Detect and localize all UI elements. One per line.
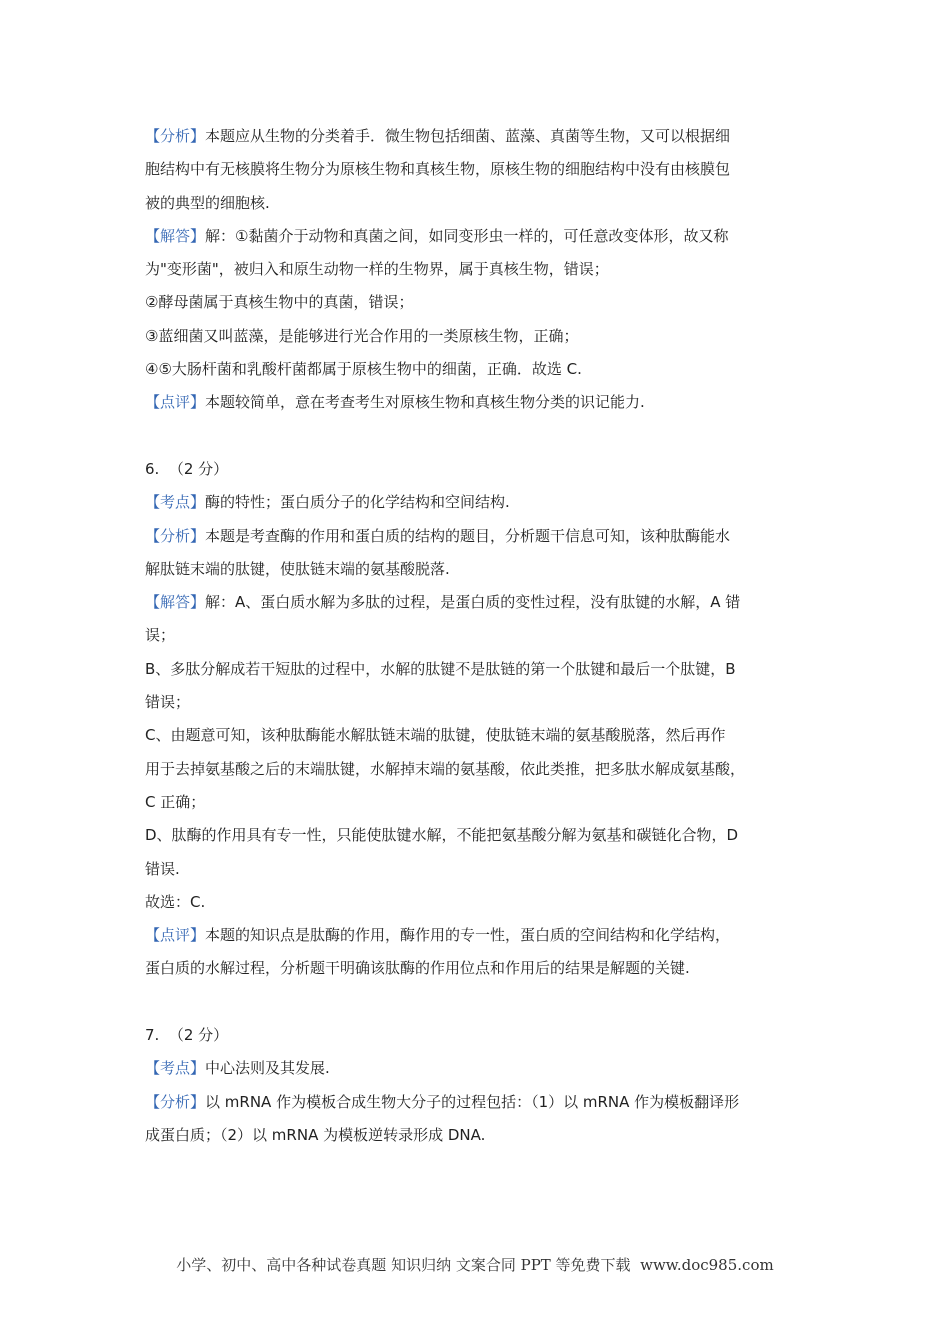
q5-analysis-line-2: 胞结构中有无核膜将生物分为原核生物和真核生物，原核生物的细胞结构中没有由核膜包 [145, 160, 731, 179]
spacer [145, 420, 810, 453]
q6-answer-line-8: D、肽酶的作用具有专一性，只能使肽键水解，不能把氨基酸分解为氨基和碳链化合物，D [145, 826, 739, 845]
q5-answer-line-2: 为"变形菌"，被归入和原生动物一样的生物界，属于真核生物，错误； [145, 260, 609, 279]
q6-answer-line-5: C、由题意可知，该种肽酶能水解肽链末端的肽键，使肽链末端的氨基酸脱落，然后再作 [145, 726, 726, 745]
document-body [145, 120, 810, 1152]
answer-tag: 【解答】 [145, 593, 206, 612]
q5-analysis-line [145, 120, 810, 153]
q7-point-line [145, 1052, 810, 1085]
analysis-tag: 【分析】 [145, 127, 206, 145]
q7-analysis-line-2: 成蛋白质；（2）以 mRNA 为模板逆转录形成 DNA. [145, 1125, 486, 1144]
analysis-text: 以 mRNA 作为模板合成生物大分子的过程包括：（1）以 mRNA 作为模板翻译形 [205, 1092, 740, 1111]
answer-text: 解：A、蛋白质水解为多肽的过程，是蛋白质的变性过程，没有肽键的水解，A 错 [205, 593, 741, 612]
point-text: 酶的特性；蛋白质分子的化学结构和空间结构. [205, 493, 510, 512]
q6-answer-line-10: 故选：C. [145, 892, 206, 911]
q6-answer-line-3: B、多肽分解成若干短肽的过程中，水解的肽键不是肽链的第一个肽键和最后一个肽键，B [145, 659, 736, 678]
q5-analysis-line-3: 被的典型的细胞核. [145, 193, 270, 212]
answer-text: 解：①黏菌介于动物和真菌之间，如同变形虫一样的，可任意改变体形，故又称 [205, 226, 729, 245]
q6-answer-line-7: C 正确； [145, 792, 206, 811]
q6-answer-line-9: 错误. [145, 859, 180, 878]
comment-tag: 【点评】 [145, 393, 206, 412]
point-tag: 【考点】 [145, 493, 206, 512]
q6-heading: 6. （2 分） [145, 459, 229, 478]
comment-tag: 【点评】 [145, 926, 206, 945]
answer-tag: 【解答】 [145, 226, 206, 245]
comment-text: 本题较简单，意在考查考生对原核生物和真核生物分类的识记能力. [205, 393, 645, 412]
point-tag: 【考点】 [145, 1059, 206, 1078]
q6-answer-line-6: 用于去掉氨基酸之后的末端肽键，水解掉末端的氨基酸，依此类推，把多肽水解成氨基酸， [145, 759, 746, 778]
comment-text: 本题的知识点是肽酶的作用，酶作用的专一性，蛋白质的空间结构和化学结构， [205, 926, 731, 945]
analysis-tag: 【分析】 [145, 1092, 206, 1111]
analysis-tag: 【分析】 [145, 526, 206, 545]
q5-comment-line [145, 386, 810, 419]
analysis-text: 本题是考查酶的作用和蛋白质的结构的题目，分析题干信息可知，该种肽酶能水 [205, 526, 731, 545]
q6-comment-line-2: 蛋白质的水解过程，分析题干明确该肽酶的作用位点和作用后的结果是解题的关键. [145, 959, 690, 978]
q6-comment-line [145, 919, 810, 952]
q6-analysis-line [145, 520, 810, 553]
q5-answer-line [145, 220, 810, 253]
q6-analysis-line-2: 解肽链末端的肽键，使肽链末端的氨基酸脱落. [145, 559, 450, 578]
q5-answer-line-3: ②酵母菌属于真核生物中的真菌，错误； [145, 293, 414, 312]
q7-heading: 7. （2 分） [145, 1026, 229, 1045]
q6-answer-line-2: 误； [145, 626, 176, 645]
q6-point-line [145, 486, 810, 519]
q6-answer-line-4: 错误； [145, 693, 191, 712]
spacer [145, 986, 810, 1019]
q6-answer-line [145, 586, 810, 619]
q5-answer-line-5: ④⑤大肠杆菌和乳酸杆菌都属于原核生物中的细菌，正确．故选 C. [145, 360, 582, 379]
point-text: 中心法则及其发展. [205, 1059, 330, 1078]
q7-analysis-line [145, 1086, 810, 1119]
footer-banner: 小学、初中、高中各种试卷真题 知识归纳 文案合同 PPT 等免费下载 www.doc985.com [176, 1256, 774, 1274]
analysis-text: 本题应从生物的分类着手．微生物包括细菌、蓝藻、真菌等生物，又可以根据细 [205, 127, 731, 145]
q5-answer-line-4: ③蓝细菌又叫蓝藻，是能够进行光合作用的一类原核生物，正确； [145, 326, 579, 345]
